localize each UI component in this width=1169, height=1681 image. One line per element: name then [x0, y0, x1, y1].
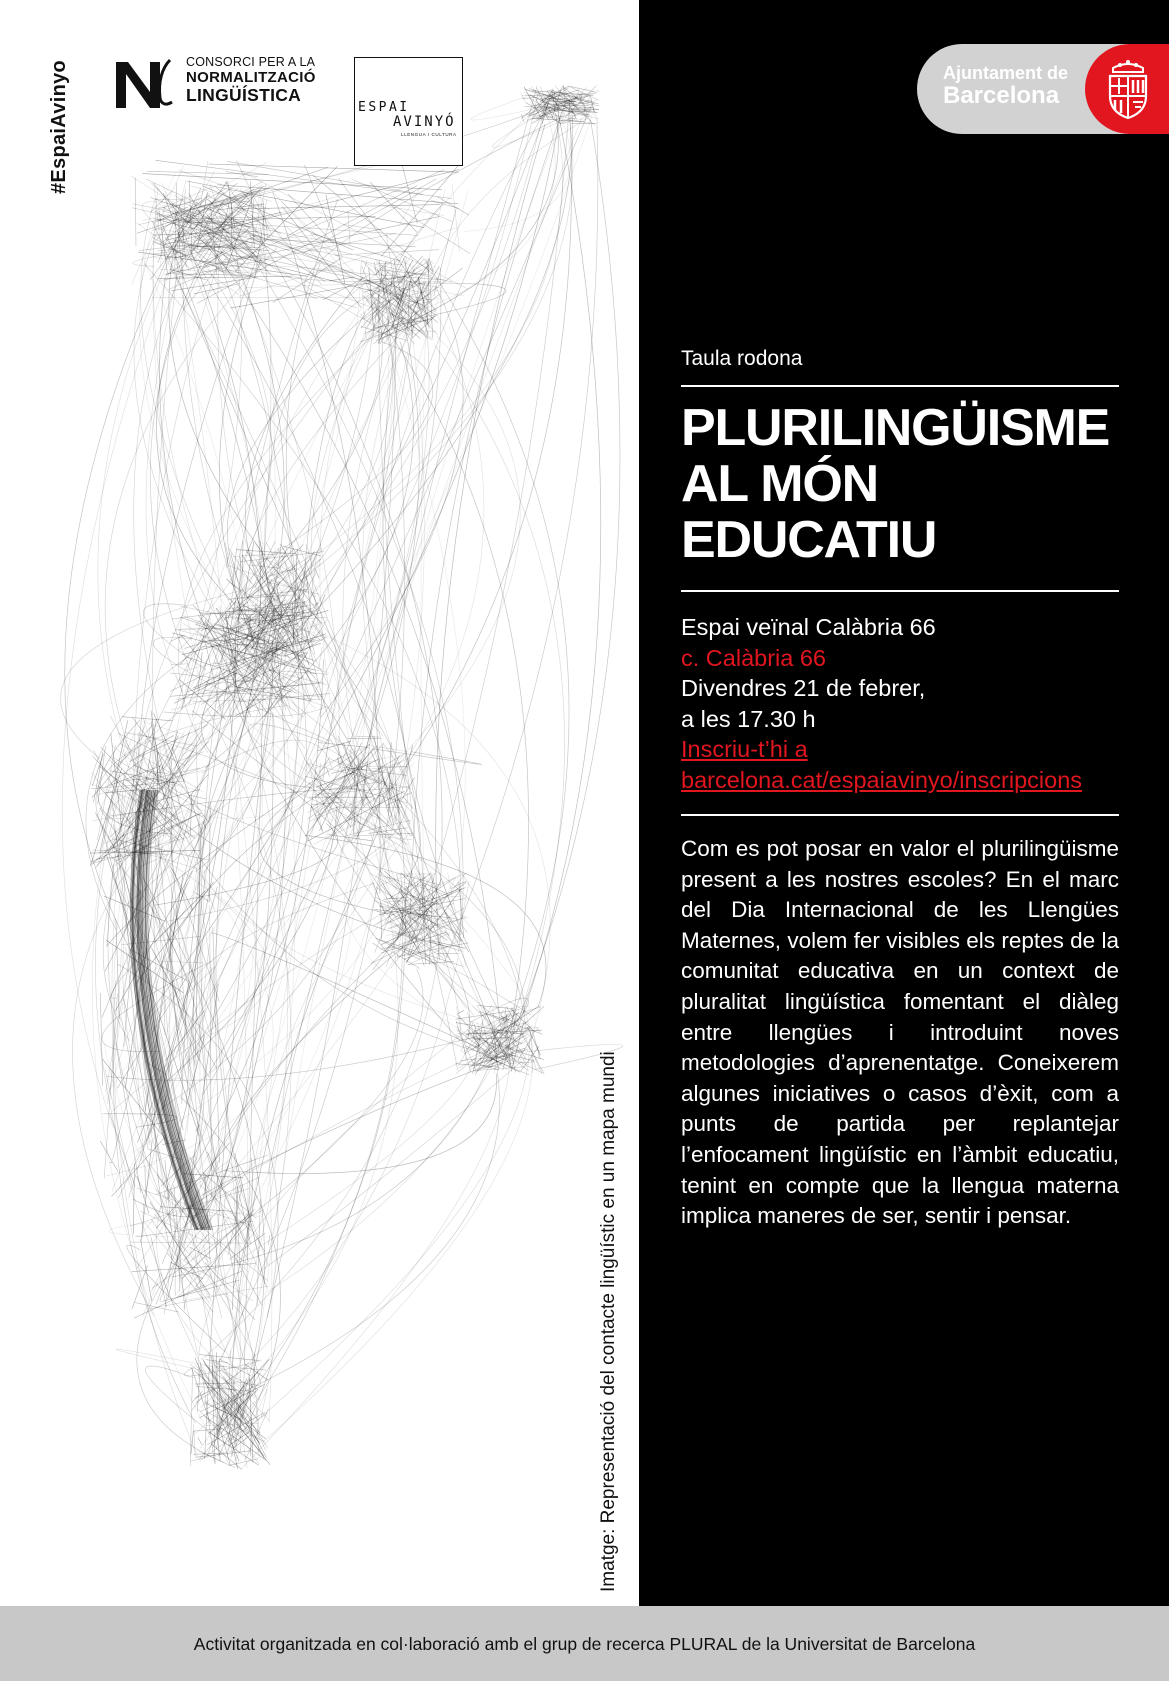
artwork-link: [171, 664, 188, 665]
artwork-link: [220, 606, 222, 624]
artwork-link: [100, 1141, 118, 1171]
artwork-link: [110, 1114, 135, 1187]
artwork-link: [251, 1417, 252, 1456]
artwork-arc: [410, 99, 567, 941]
event-title: [681, 400, 1151, 568]
title-line: AL MÓN: [681, 455, 878, 513]
signup-link[interactable]: Inscriu-t’hi a: [681, 736, 808, 762]
ajuntament-line2: Barcelona: [943, 81, 1060, 109]
artwork-link: [135, 1175, 211, 1301]
hashtag: #EspaiAvinyo: [48, 59, 70, 194]
artwork-link: [401, 160, 418, 224]
avinyo-line2: AVINYÓ: [393, 114, 456, 130]
artwork-link: [194, 1424, 196, 1456]
artwork-link: [135, 178, 136, 246]
artwork-link: [395, 770, 401, 841]
artwork-link: [143, 1203, 144, 1237]
artwork-link: [160, 1299, 161, 1302]
barcelona-shield-icon: [1105, 58, 1151, 120]
artwork-link: [225, 1380, 266, 1458]
event-type: Taula rodona: [681, 347, 803, 370]
cpnl-line1: CONSORCI PER A LA: [186, 55, 316, 69]
artwork-link: [222, 624, 243, 717]
artwork-link: [202, 1172, 256, 1219]
artwork-link: [452, 184, 460, 252]
artwork-link: [110, 1162, 112, 1163]
event-venue: Espai veïnal Calàbria 66: [681, 614, 936, 640]
artwork-arc: [245, 1038, 530, 1431]
artwork-link: [242, 541, 243, 585]
ajuntament-logo-text: [943, 64, 1068, 108]
artwork-link: [318, 741, 351, 751]
artwork-link: [268, 1235, 270, 1245]
artwork-link: [97, 732, 136, 819]
artwork-link: [155, 160, 452, 198]
signup-url-link[interactable]: barcelona.cat/espaiavinyo/inscripcions: [681, 766, 1083, 793]
artwork-arc: [376, 910, 505, 1039]
artwork-link: [310, 701, 330, 708]
artwork-link: [111, 1135, 166, 1197]
cpnl-logo-text: [186, 56, 316, 106]
artwork-link: [323, 275, 368, 299]
artwork-link: [327, 772, 352, 786]
artwork-link: [318, 647, 322, 670]
title-line: EDUCATIU: [681, 511, 937, 569]
artwork-link: [472, 1022, 473, 1024]
artwork-arc: [427, 107, 569, 902]
divider: [681, 814, 1119, 816]
divider: [681, 590, 1119, 592]
info-panel: [639, 0, 1169, 1606]
artwork-link: [335, 250, 439, 256]
artwork-arc: [178, 330, 378, 753]
artwork-link: [313, 175, 434, 275]
artwork-link: [401, 284, 464, 296]
cpnl-logo: [114, 56, 324, 112]
artwork-link: [570, 86, 594, 91]
artwork-link: [179, 170, 272, 201]
artwork-link: [403, 797, 413, 809]
event-time: a les 17.30 h: [681, 705, 816, 732]
artwork-link: [122, 717, 173, 721]
artwork-link: [142, 174, 442, 190]
event-address: c. Calàbria 66: [681, 644, 826, 671]
ajuntament-shield-badge: [1085, 44, 1169, 134]
avinyo-tagline: LLENGUA I CULTURA: [401, 132, 457, 137]
artwork-link: [273, 257, 343, 302]
footer-bar: [0, 1606, 1169, 1681]
artwork-link: [134, 1285, 205, 1319]
artwork-link: [370, 746, 407, 752]
artwork-arc: [260, 1061, 521, 1271]
footer-credit: Activitat organitzada en col·laboració amb el grup de recerca PLURAL de la Universitat de Barcelona: [193, 1634, 976, 1654]
divider: [681, 385, 1119, 387]
artwork-arc: [434, 345, 564, 1016]
event-date: Divendres 21 de febrer,: [681, 675, 926, 701]
event-details: [681, 612, 1082, 795]
title-line: PLURILINGÜISME: [681, 399, 1110, 457]
image-caption: Imatge: Representació del contacte lingüístic en un mapa mundi: [598, 1051, 619, 1592]
artwork-link: [115, 871, 192, 1012]
artwork-link: [147, 171, 269, 174]
artwork-arc: [421, 285, 427, 883]
artwork-link: [126, 733, 197, 746]
artwork-arc: [153, 263, 411, 936]
artwork-arc: [153, 236, 198, 675]
artwork-link: [107, 864, 114, 947]
artwork-link: [232, 687, 244, 688]
artwork-arc: [171, 1055, 493, 1277]
artwork-link: [133, 204, 346, 245]
artwork-link: [571, 118, 576, 119]
avinyo-line1: ESPAI: [358, 100, 410, 115]
artwork-arc: [201, 1056, 512, 1195]
artwork-link: [508, 1062, 534, 1064]
artwork-link: [191, 1431, 194, 1454]
artwork-arc: [444, 122, 598, 964]
cpnl-line2: NORMALITZACIÓ: [186, 68, 316, 86]
event-description: Com es pot posar en valor el plurilingüisme present a les nostres escoles? En el marc del Dia Internacional de les Llengües Maternes, volem fer visibles els reptes de la comunitat educativa en un context de pluralitat lingüística fomentant el diàleg entre llengües i introduint noves metodologies d’aprenentatge. Coneixerem algunes iniciatives o casos d’èxit, com a punts de partida per replantejar l’enfocament lingüístic en l’àmbit educatiu, tenint en compte que la llengua materna implica maneres de ser, sentir i pensar.: [681, 836, 1119, 1229]
artwork-arc: [189, 659, 323, 1176]
artwork-link: [456, 1010, 520, 1020]
artwork-link: [170, 673, 253, 682]
artwork-link: [521, 1046, 539, 1071]
artwork-link: [147, 889, 193, 991]
artwork-link: [198, 1438, 202, 1445]
artwork-arc: [195, 813, 398, 1434]
cpnl-line3: LINGÜÍSTICA: [186, 85, 302, 106]
cpnl-logo-mark: [114, 58, 182, 110]
ajuntament-barcelona-logo: [917, 44, 1169, 134]
espai-avinyo-logo: [354, 57, 463, 166]
ajuntament-line1: Ajuntament de: [943, 63, 1069, 83]
artwork-arc: [242, 1058, 510, 1468]
artwork-arc: [201, 958, 459, 1408]
